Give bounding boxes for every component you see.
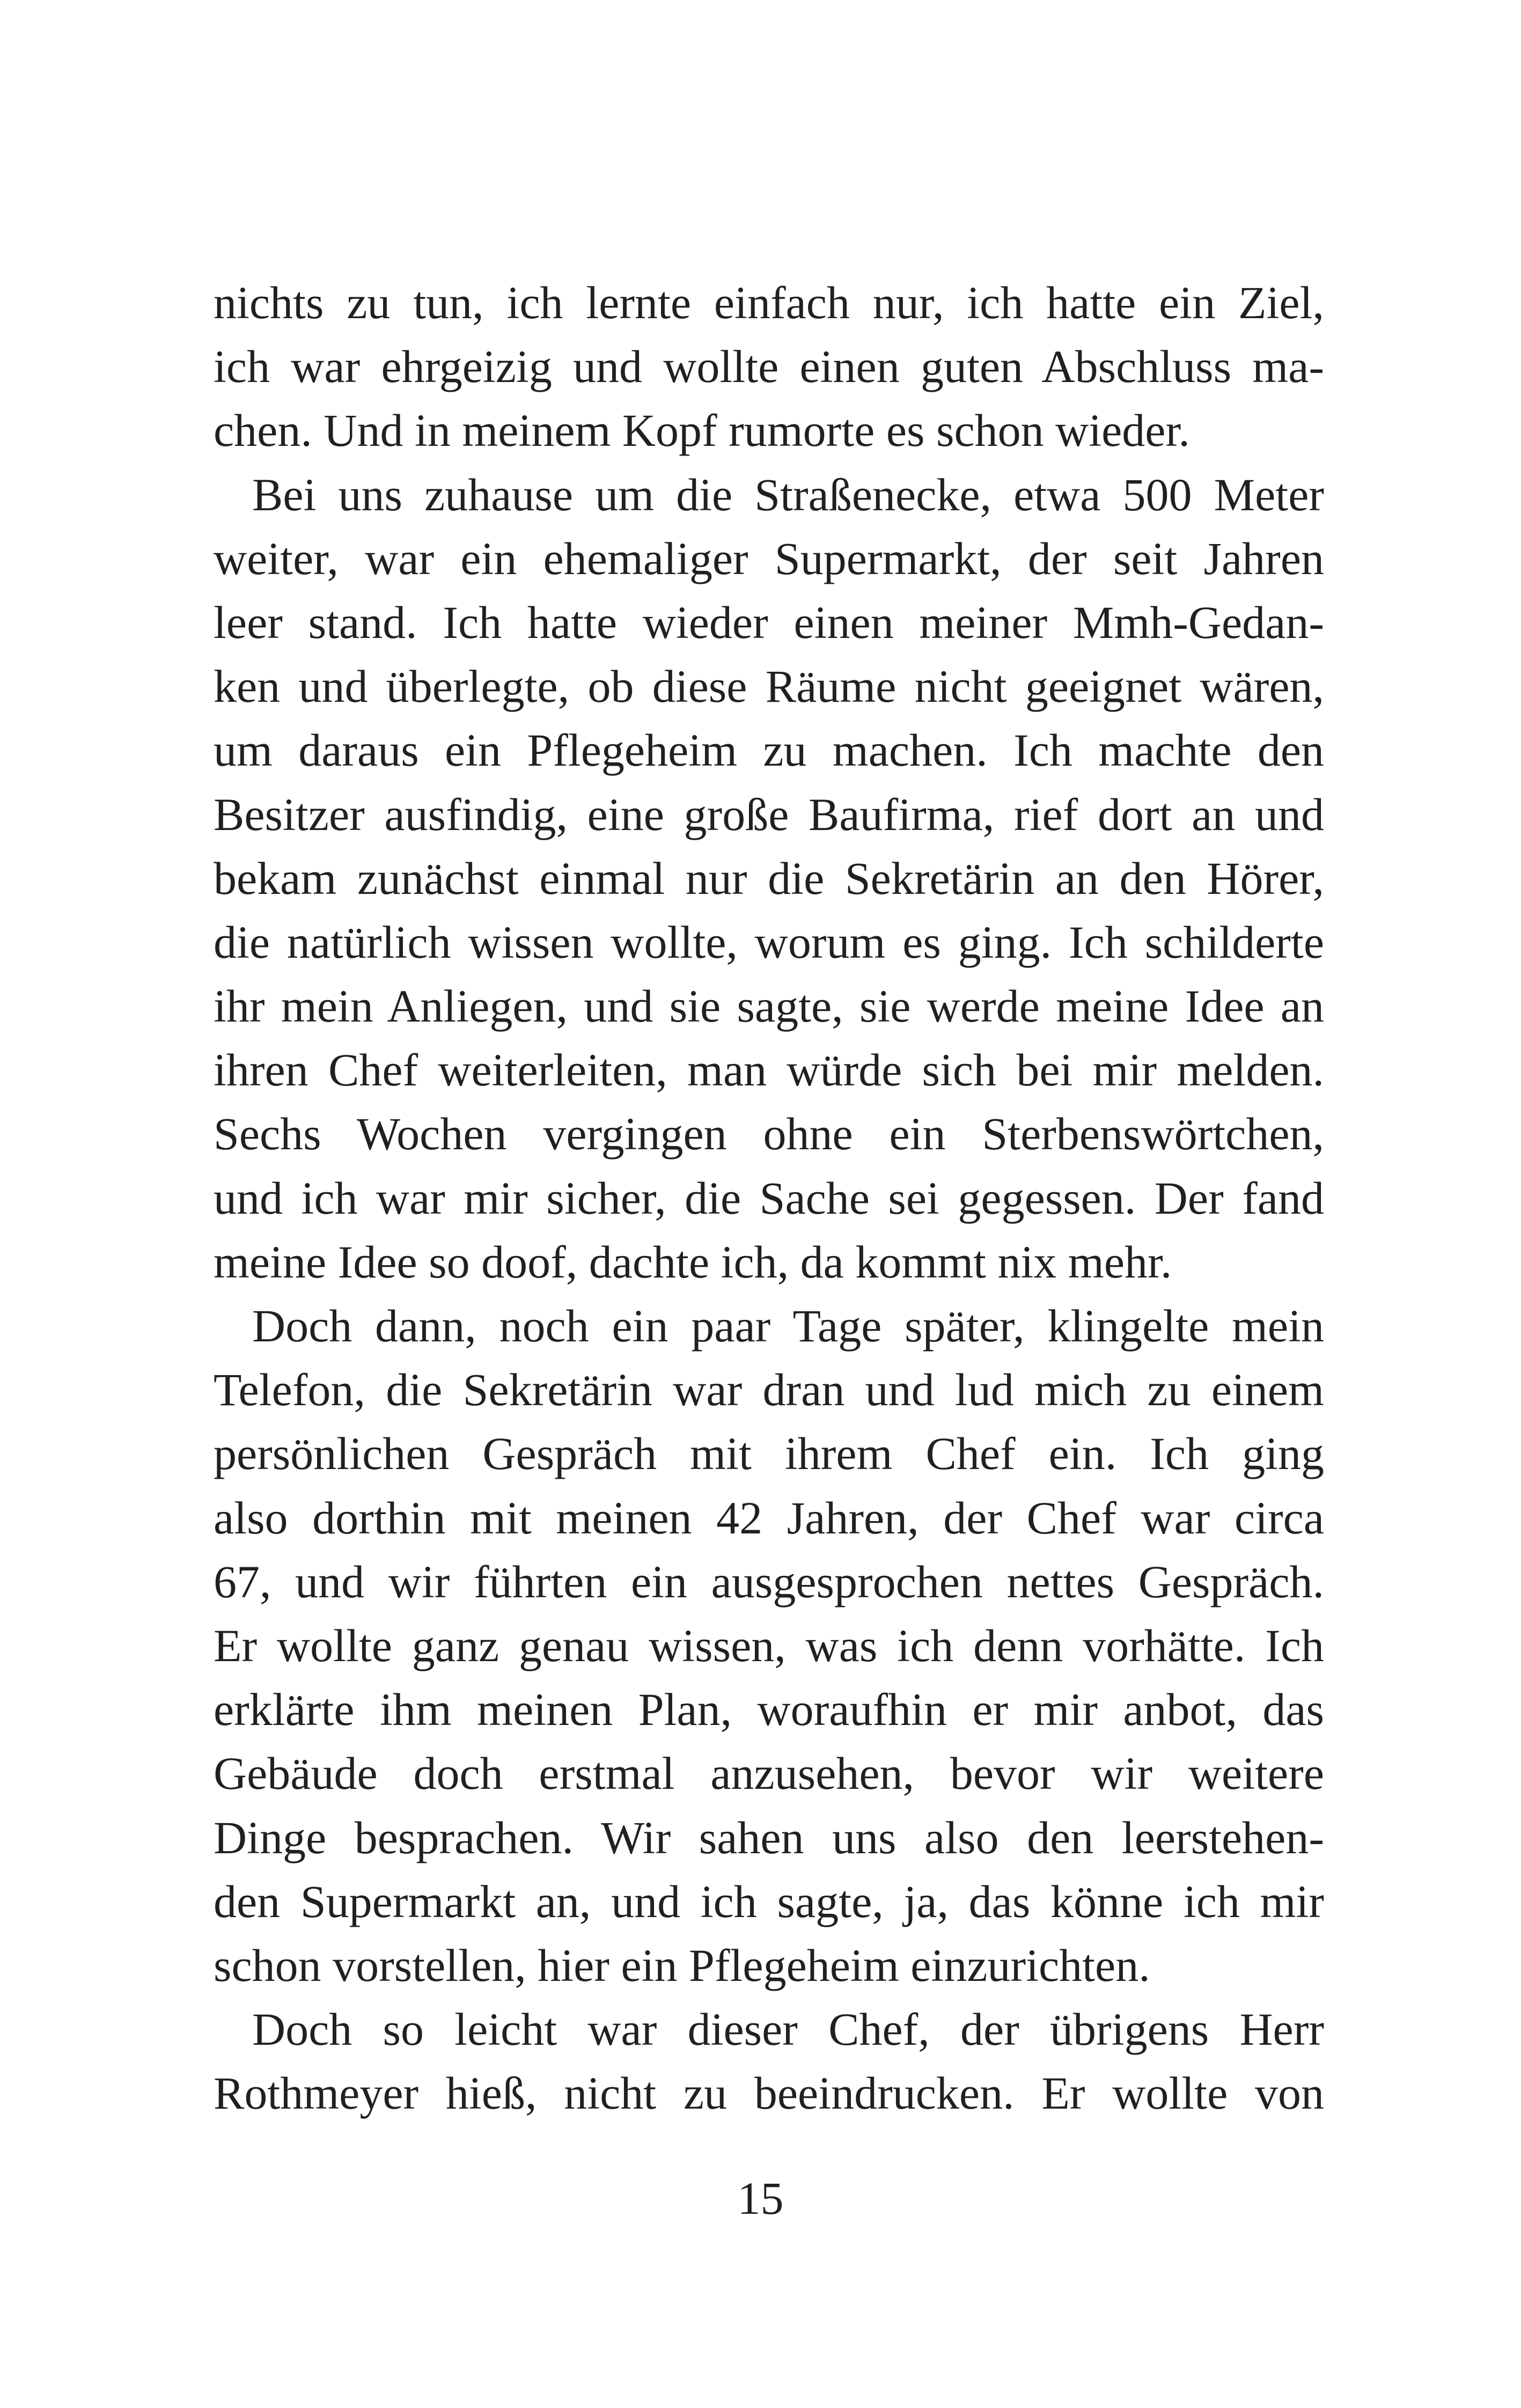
- text-line: Gebäude doch erstmal anzusehen, bevor wir weitere: [214, 1748, 1324, 1800]
- text-line: chen. Und in meinem Kopf rumorte es schon wieder.: [214, 405, 1190, 457]
- text-line: weiter, war ein ehemaliger Supermarkt, der seit Jahren: [214, 532, 1324, 584]
- text-line: persönlichen Gespräch mit ihrem Chef ein. Ich ging: [214, 1428, 1324, 1480]
- page-body-text: [214, 271, 1324, 2125]
- text-line: also dorthin mit meinen 42 Jahren, der Chef war circa: [214, 1492, 1324, 1544]
- text-line: Besitzer ausfindig, eine große Baufirma, rief dort an und: [214, 788, 1324, 840]
- text-line: die natürlich wissen wollte, worum es ging. Ich schilderte: [214, 916, 1324, 968]
- text-line: Sechs Wochen vergingen ohne ein Sterbenswörtchen,: [214, 1108, 1324, 1160]
- text-line: Rothmeyer hieß, nicht zu beeindrucken. Er wollte von: [214, 2067, 1324, 2119]
- text-line: erklärte ihm meinen Plan, woraufhin er mir anbot, das: [214, 1684, 1324, 1736]
- text-line: Er wollte ganz genau wissen, was ich denn vorhätte. Ich: [214, 1619, 1324, 1671]
- text-line: Telefon, die Sekretärin war dran und lud mich zu einem: [214, 1364, 1324, 1416]
- text-line: schon vorstellen, hier ein Pflegeheim einzurichten.: [214, 1939, 1150, 1991]
- paragraph-first-line: Bei uns zuhause um die Straßenecke, etwa 500 Meter: [252, 468, 1324, 520]
- text-line: meine Idee so doof, dachte ich, da kommt nix mehr.: [214, 1236, 1172, 1288]
- text-line: nichts zu tun, ich lernte einfach nur, ich hatte ein Ziel,: [214, 277, 1324, 328]
- text-line: ich war ehrgeizig und wollte einen guten Abschluss ma-: [214, 341, 1324, 393]
- text-line: Dinge besprachen. Wir sahen uns also den leerstehen-: [214, 1811, 1324, 1863]
- text-line: bekam zunächst einmal nur die Sekretärin an den Hörer,: [214, 852, 1324, 904]
- text-line: ihr mein Anliegen, und sie sagte, sie werde meine Idee an: [214, 980, 1324, 1032]
- text-line: um daraus ein Pflegeheim zu machen. Ich machte den: [214, 724, 1324, 776]
- text-line: den Supermarkt an, und ich sagte, ja, das könne ich mir: [214, 1875, 1324, 1927]
- paragraph-first-line: Doch so leicht war dieser Chef, der übrigens Herr: [252, 2003, 1324, 2055]
- text-line: leer stand. Ich hatte wieder einen meiner Mmh-Gedan-: [214, 596, 1324, 648]
- paragraph-first-line: Doch dann, noch ein paar Tage später, klingelte mein: [252, 1300, 1324, 1352]
- text-line: und ich war mir sicher, die Sache sei gegessen. Der fand: [214, 1172, 1324, 1224]
- text-line: ken und überlegte, ob diese Räume nicht geeignet wären,: [214, 660, 1324, 713]
- text-line: ihren Chef weiterleiten, man würde sich bei mir melden.: [214, 1044, 1324, 1096]
- text-line: 67, und wir führten ein ausgesprochen nettes Gespräch.: [214, 1555, 1324, 1607]
- page-number: 15: [737, 2172, 784, 2224]
